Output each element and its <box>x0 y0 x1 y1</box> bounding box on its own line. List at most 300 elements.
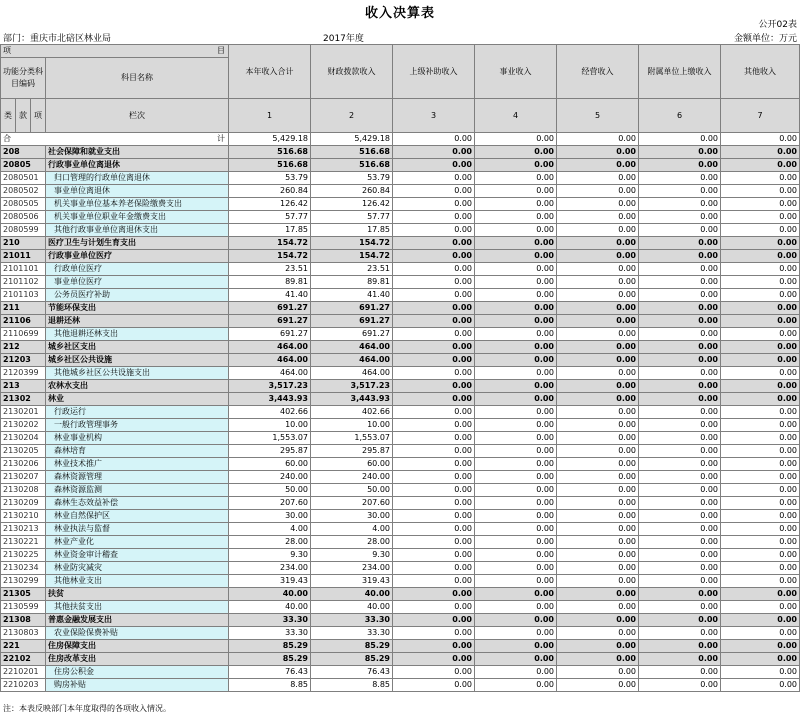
row-value-6: 0.00 <box>639 263 721 276</box>
row-value-7: 0.00 <box>721 640 800 653</box>
row-value-4: 0.00 <box>475 328 557 341</box>
table-row <box>1 172 800 185</box>
row-subject-name: 行政运行 <box>46 406 229 419</box>
row-value-7: 0.00 <box>721 341 800 354</box>
row-subject-name: 林业 <box>46 393 229 406</box>
row-subject-name: 城乡社区公共设施 <box>46 354 229 367</box>
row-subject-name: 节能环保支出 <box>46 302 229 315</box>
row-value-1: 28.00 <box>229 536 311 549</box>
row-value-1: 85.29 <box>229 653 311 666</box>
total-cell: 0.00 <box>393 133 475 146</box>
row-value-1: 464.00 <box>229 341 311 354</box>
row-value-4: 0.00 <box>475 679 557 692</box>
row-subject-name: 事业单位离退休 <box>46 185 229 198</box>
row-value-2: 10.00 <box>311 419 393 432</box>
row-value-5: 0.00 <box>557 315 639 328</box>
row-subject-name: 林业资金审计稽查 <box>46 549 229 562</box>
row-value-2: 60.00 <box>311 458 393 471</box>
row-subject-name: 住房保障支出 <box>46 640 229 653</box>
row-value-6: 0.00 <box>639 562 721 575</box>
table-row <box>1 393 800 406</box>
row-value-3: 0.00 <box>393 354 475 367</box>
row-value-2: 234.00 <box>311 562 393 575</box>
row-value-1: 691.27 <box>229 302 311 315</box>
table-row <box>1 302 800 315</box>
row-value-6: 0.00 <box>639 237 721 250</box>
row-subject-name: 公务员医疗补助 <box>46 289 229 302</box>
row-value-4: 0.00 <box>475 315 557 328</box>
row-value-5: 0.00 <box>557 406 639 419</box>
row-subject-name: 森林资源管理 <box>46 471 229 484</box>
row-value-3: 0.00 <box>393 380 475 393</box>
row-value-7: 0.00 <box>721 484 800 497</box>
row-value-7: 0.00 <box>721 289 800 302</box>
row-value-5: 0.00 <box>557 458 639 471</box>
total-cell: 5,429.18 <box>229 133 311 146</box>
row-value-2: 154.72 <box>311 250 393 263</box>
table-row <box>1 328 800 341</box>
table-row <box>1 640 800 653</box>
row-value-7: 0.00 <box>721 523 800 536</box>
row-code: 2130205 <box>1 445 46 458</box>
row-code: 2130202 <box>1 419 46 432</box>
row-value-1: 234.00 <box>229 562 311 575</box>
row-value-3: 0.00 <box>393 653 475 666</box>
row-code: 2130210 <box>1 510 46 523</box>
row-subject-name: 事业单位医疗 <box>46 276 229 289</box>
table-row <box>1 653 800 666</box>
table-row <box>1 614 800 627</box>
row-value-3: 0.00 <box>393 510 475 523</box>
row-code: 221 <box>1 640 46 653</box>
row-value-1: 3,443.93 <box>229 393 311 406</box>
row-value-6: 0.00 <box>639 601 721 614</box>
row-value-5: 0.00 <box>557 328 639 341</box>
row-value-7: 0.00 <box>721 653 800 666</box>
row-value-6: 0.00 <box>639 159 721 172</box>
row-value-6: 0.00 <box>639 198 721 211</box>
row-value-2: 40.00 <box>311 588 393 601</box>
row-subject-name: 农林水支出 <box>46 380 229 393</box>
row-value-1: 3,517.23 <box>229 380 311 393</box>
table-row <box>1 380 800 393</box>
row-value-2: 240.00 <box>311 471 393 484</box>
row-value-3: 0.00 <box>393 419 475 432</box>
row-value-1: 40.00 <box>229 601 311 614</box>
table-row <box>1 471 800 484</box>
row-value-4: 0.00 <box>475 575 557 588</box>
row-value-7: 0.00 <box>721 276 800 289</box>
row-value-4: 0.00 <box>475 432 557 445</box>
row-value-4: 0.00 <box>475 510 557 523</box>
row-code: 213 <box>1 380 46 393</box>
row-value-4: 0.00 <box>475 562 557 575</box>
row-code: 2130213 <box>1 523 46 536</box>
row-value-3: 0.00 <box>393 211 475 224</box>
row-value-3: 0.00 <box>393 666 475 679</box>
row-value-7: 0.00 <box>721 224 800 237</box>
row-code: 2130803 <box>1 627 46 640</box>
row-value-5: 0.00 <box>557 276 639 289</box>
year-label: 2017年度 <box>323 34 364 44</box>
row-subject-name: 住房公积金 <box>46 666 229 679</box>
table-row <box>1 276 800 289</box>
row-value-7: 0.00 <box>721 536 800 549</box>
row-value-4: 0.00 <box>475 653 557 666</box>
row-value-1: 402.66 <box>229 406 311 419</box>
row-value-6: 0.00 <box>639 146 721 159</box>
row-value-5: 0.00 <box>557 640 639 653</box>
row-value-3: 0.00 <box>393 341 475 354</box>
row-value-2: 516.68 <box>311 159 393 172</box>
col-header-5: 经营收入 <box>557 45 639 99</box>
row-value-3: 0.00 <box>393 640 475 653</box>
row-value-1: 40.00 <box>229 588 311 601</box>
table-row <box>1 367 800 380</box>
row-value-2: 691.27 <box>311 328 393 341</box>
col-header-7: 其他收入 <box>721 45 800 99</box>
row-value-4: 0.00 <box>475 380 557 393</box>
row-value-7: 0.00 <box>721 354 800 367</box>
row-code: 2110699 <box>1 328 46 341</box>
row-value-4: 0.00 <box>475 497 557 510</box>
row-value-1: 464.00 <box>229 367 311 380</box>
row-value-5: 0.00 <box>557 614 639 627</box>
row-value-7: 0.00 <box>721 159 800 172</box>
row-value-4: 0.00 <box>475 224 557 237</box>
row-value-2: 691.27 <box>311 315 393 328</box>
row-code: 21302 <box>1 393 46 406</box>
row-value-1: 89.81 <box>229 276 311 289</box>
row-value-1: 33.30 <box>229 627 311 640</box>
table-row <box>1 263 800 276</box>
row-value-6: 0.00 <box>639 315 721 328</box>
row-value-2: 85.29 <box>311 640 393 653</box>
row-value-2: 402.66 <box>311 406 393 419</box>
row-value-1: 9.30 <box>229 549 311 562</box>
row-value-6: 0.00 <box>639 575 721 588</box>
row-value-4: 0.00 <box>475 601 557 614</box>
row-value-1: 23.51 <box>229 263 311 276</box>
row-subject-name: 其他退耕还林支出 <box>46 328 229 341</box>
row-value-7: 0.00 <box>721 211 800 224</box>
table-row <box>1 211 800 224</box>
row-value-4: 0.00 <box>475 523 557 536</box>
row-value-5: 0.00 <box>557 549 639 562</box>
row-value-3: 0.00 <box>393 250 475 263</box>
table-row <box>1 146 800 159</box>
row-value-6: 0.00 <box>639 276 721 289</box>
row-value-2: 464.00 <box>311 354 393 367</box>
row-value-1: 319.43 <box>229 575 311 588</box>
table-row <box>1 497 800 510</box>
header-row-lanci <box>1 99 800 133</box>
row-subject-name: 社会保障和就业支出 <box>46 146 229 159</box>
row-code: 2101103 <box>1 289 46 302</box>
row-subject-name: 普惠金融发展支出 <box>46 614 229 627</box>
row-subject-name: 医疗卫生与计划生育支出 <box>46 237 229 250</box>
row-value-1: 30.00 <box>229 510 311 523</box>
row-value-4: 0.00 <box>475 588 557 601</box>
row-value-7: 0.00 <box>721 198 800 211</box>
row-subject-name: 购房补贴 <box>46 679 229 692</box>
row-subject-name: 退耕还林 <box>46 315 229 328</box>
total-label <box>1 133 229 146</box>
row-value-1: 57.77 <box>229 211 311 224</box>
row-subject-name: 林业技术推广 <box>46 458 229 471</box>
header-mu: 目 <box>217 46 225 55</box>
row-value-3: 0.00 <box>393 198 475 211</box>
report-title: 收入决算表 <box>364 6 435 21</box>
row-value-2: 40.00 <box>311 601 393 614</box>
row-value-4: 0.00 <box>475 536 557 549</box>
table-row <box>1 666 800 679</box>
row-value-1: 464.00 <box>229 354 311 367</box>
row-code: 2130201 <box>1 406 46 419</box>
row-value-2: 28.00 <box>311 536 393 549</box>
table-row <box>1 419 800 432</box>
row-value-2: 33.30 <box>311 627 393 640</box>
row-code: 2080599 <box>1 224 46 237</box>
row-value-6: 0.00 <box>639 497 721 510</box>
row-value-6: 0.00 <box>639 523 721 536</box>
header-row-top <box>1 45 800 58</box>
table-row <box>1 341 800 354</box>
row-value-5: 0.00 <box>557 601 639 614</box>
row-value-4: 0.00 <box>475 341 557 354</box>
row-value-6: 0.00 <box>639 172 721 185</box>
row-value-6: 0.00 <box>639 614 721 627</box>
row-value-5: 0.00 <box>557 341 639 354</box>
row-value-2: 57.77 <box>311 211 393 224</box>
row-subject-name: 扶贫 <box>46 588 229 601</box>
row-value-1: 76.43 <box>229 666 311 679</box>
row-value-6: 0.00 <box>639 666 721 679</box>
header-func-class: 功能分类科目编码 <box>1 58 46 99</box>
footnote: 注：本表反映部门本年度取得的各项收入情况。 <box>3 704 171 713</box>
col-header-3: 上级补助收入 <box>393 45 475 99</box>
row-value-2: 1,553.07 <box>311 432 393 445</box>
row-subject-name: 行政单位医疗 <box>46 263 229 276</box>
row-value-5: 0.00 <box>557 497 639 510</box>
row-value-5: 0.00 <box>557 484 639 497</box>
row-value-2: 41.40 <box>311 289 393 302</box>
row-value-1: 207.60 <box>229 497 311 510</box>
col-header-6: 附属单位上缴收入 <box>639 45 721 99</box>
row-value-7: 0.00 <box>721 549 800 562</box>
row-value-4: 0.00 <box>475 302 557 315</box>
form-code: 公开02表 <box>758 20 797 30</box>
col-num-1: 1 <box>229 99 311 133</box>
col-header-4: 事业收入 <box>475 45 557 99</box>
row-value-5: 0.00 <box>557 237 639 250</box>
row-value-4: 0.00 <box>475 146 557 159</box>
row-code: 2120399 <box>1 367 46 380</box>
row-value-2: 3,443.93 <box>311 393 393 406</box>
row-value-7: 0.00 <box>721 601 800 614</box>
row-code: 2130221 <box>1 536 46 549</box>
row-subject-name: 林业防灾减灾 <box>46 562 229 575</box>
row-value-6: 0.00 <box>639 484 721 497</box>
table-row <box>1 679 800 692</box>
row-value-2: 50.00 <box>311 484 393 497</box>
row-subject-name: 行政事业单位医疗 <box>46 250 229 263</box>
row-value-1: 516.68 <box>229 159 311 172</box>
row-value-3: 0.00 <box>393 575 475 588</box>
row-value-4: 0.00 <box>475 237 557 250</box>
row-value-6: 0.00 <box>639 328 721 341</box>
row-value-3: 0.00 <box>393 289 475 302</box>
row-value-6: 0.00 <box>639 588 721 601</box>
row-value-4: 0.00 <box>475 614 557 627</box>
col-header-2: 财政拨款收入 <box>311 45 393 99</box>
row-value-2: 76.43 <box>311 666 393 679</box>
row-value-3: 0.00 <box>393 146 475 159</box>
row-value-7: 0.00 <box>721 458 800 471</box>
row-value-1: 691.27 <box>229 315 311 328</box>
row-value-5: 0.00 <box>557 354 639 367</box>
row-subject-name: 其他城乡社区公共设施支出 <box>46 367 229 380</box>
row-value-5: 0.00 <box>557 653 639 666</box>
row-value-2: 17.85 <box>311 224 393 237</box>
row-value-6: 0.00 <box>639 289 721 302</box>
row-value-7: 0.00 <box>721 393 800 406</box>
row-value-5: 0.00 <box>557 250 639 263</box>
row-value-4: 0.00 <box>475 484 557 497</box>
row-subject-name: 城乡社区支出 <box>46 341 229 354</box>
row-value-4: 0.00 <box>475 211 557 224</box>
row-value-4: 0.00 <box>475 627 557 640</box>
row-value-6: 0.00 <box>639 354 721 367</box>
total-cell: 5,429.18 <box>311 133 393 146</box>
row-value-3: 0.00 <box>393 224 475 237</box>
row-value-2: 30.00 <box>311 510 393 523</box>
row-value-6: 0.00 <box>639 380 721 393</box>
row-value-6: 0.00 <box>639 341 721 354</box>
col-header-1: 本年收入合计 <box>229 45 311 99</box>
row-subject-name: 行政事业单位离退休 <box>46 159 229 172</box>
row-code: 2080505 <box>1 198 46 211</box>
col-num-6: 6 <box>639 99 721 133</box>
row-value-3: 0.00 <box>393 276 475 289</box>
row-value-5: 0.00 <box>557 185 639 198</box>
row-value-7: 0.00 <box>721 510 800 523</box>
row-value-2: 319.43 <box>311 575 393 588</box>
table-row <box>1 458 800 471</box>
row-code: 2101102 <box>1 276 46 289</box>
total-cell: 0.00 <box>639 133 721 146</box>
row-value-4: 0.00 <box>475 289 557 302</box>
row-value-2: 464.00 <box>311 341 393 354</box>
table-row <box>1 198 800 211</box>
row-subject-name: 机关事业单位基本养老保险缴费支出 <box>46 198 229 211</box>
row-value-2: 260.84 <box>311 185 393 198</box>
row-value-1: 60.00 <box>229 458 311 471</box>
row-value-6: 0.00 <box>639 406 721 419</box>
table-row <box>1 588 800 601</box>
row-value-5: 0.00 <box>557 471 639 484</box>
row-value-1: 126.42 <box>229 198 311 211</box>
row-value-3: 0.00 <box>393 393 475 406</box>
row-value-3: 0.00 <box>393 185 475 198</box>
row-code: 2130208 <box>1 484 46 497</box>
row-value-5: 0.00 <box>557 575 639 588</box>
row-value-4: 0.00 <box>475 393 557 406</box>
row-value-1: 154.72 <box>229 237 311 250</box>
row-value-3: 0.00 <box>393 406 475 419</box>
row-value-3: 0.00 <box>393 302 475 315</box>
row-value-2: 295.87 <box>311 445 393 458</box>
row-value-5: 0.00 <box>557 367 639 380</box>
row-value-4: 0.00 <box>475 263 557 276</box>
row-value-3: 0.00 <box>393 679 475 692</box>
row-value-4: 0.00 <box>475 471 557 484</box>
table-row <box>1 445 800 458</box>
row-value-3: 0.00 <box>393 523 475 536</box>
row-value-2: 691.27 <box>311 302 393 315</box>
row-value-7: 0.00 <box>721 185 800 198</box>
table-row <box>1 315 800 328</box>
table-row <box>1 289 800 302</box>
row-value-5: 0.00 <box>557 393 639 406</box>
row-value-4: 0.00 <box>475 406 557 419</box>
row-value-1: 50.00 <box>229 484 311 497</box>
row-value-1: 295.87 <box>229 445 311 458</box>
row-value-2: 8.85 <box>311 679 393 692</box>
row-value-6: 0.00 <box>639 211 721 224</box>
row-value-6: 0.00 <box>639 679 721 692</box>
row-value-6: 0.00 <box>639 510 721 523</box>
row-code: 2080506 <box>1 211 46 224</box>
row-value-3: 0.00 <box>393 549 475 562</box>
row-value-3: 0.00 <box>393 627 475 640</box>
row-value-4: 0.00 <box>475 640 557 653</box>
row-value-6: 0.00 <box>639 432 721 445</box>
row-value-5: 0.00 <box>557 172 639 185</box>
header-lei: 类 <box>1 99 16 133</box>
row-value-7: 0.00 <box>721 380 800 393</box>
table-row <box>1 406 800 419</box>
row-value-6: 0.00 <box>639 471 721 484</box>
row-value-7: 0.00 <box>721 666 800 679</box>
row-code: 211 <box>1 302 46 315</box>
row-value-1: 10.00 <box>229 419 311 432</box>
header-xiang: 项 <box>3 46 11 55</box>
row-value-2: 53.79 <box>311 172 393 185</box>
row-value-1: 260.84 <box>229 185 311 198</box>
header-kuan: 款 <box>16 99 31 133</box>
row-value-5: 0.00 <box>557 536 639 549</box>
row-code: 2130206 <box>1 458 46 471</box>
row-value-5: 0.00 <box>557 562 639 575</box>
row-value-3: 0.00 <box>393 458 475 471</box>
row-value-3: 0.00 <box>393 601 475 614</box>
row-code: 2101101 <box>1 263 46 276</box>
row-value-7: 0.00 <box>721 432 800 445</box>
row-value-7: 0.00 <box>721 419 800 432</box>
row-value-2: 464.00 <box>311 367 393 380</box>
row-value-1: 8.85 <box>229 679 311 692</box>
total-row <box>1 133 800 146</box>
row-value-3: 0.00 <box>393 367 475 380</box>
row-value-1: 53.79 <box>229 172 311 185</box>
header-xiang2: 项 <box>31 99 46 133</box>
table-row <box>1 510 800 523</box>
total-cell: 0.00 <box>557 133 639 146</box>
row-code: 21308 <box>1 614 46 627</box>
table-row <box>1 250 800 263</box>
row-value-2: 3,517.23 <box>311 380 393 393</box>
